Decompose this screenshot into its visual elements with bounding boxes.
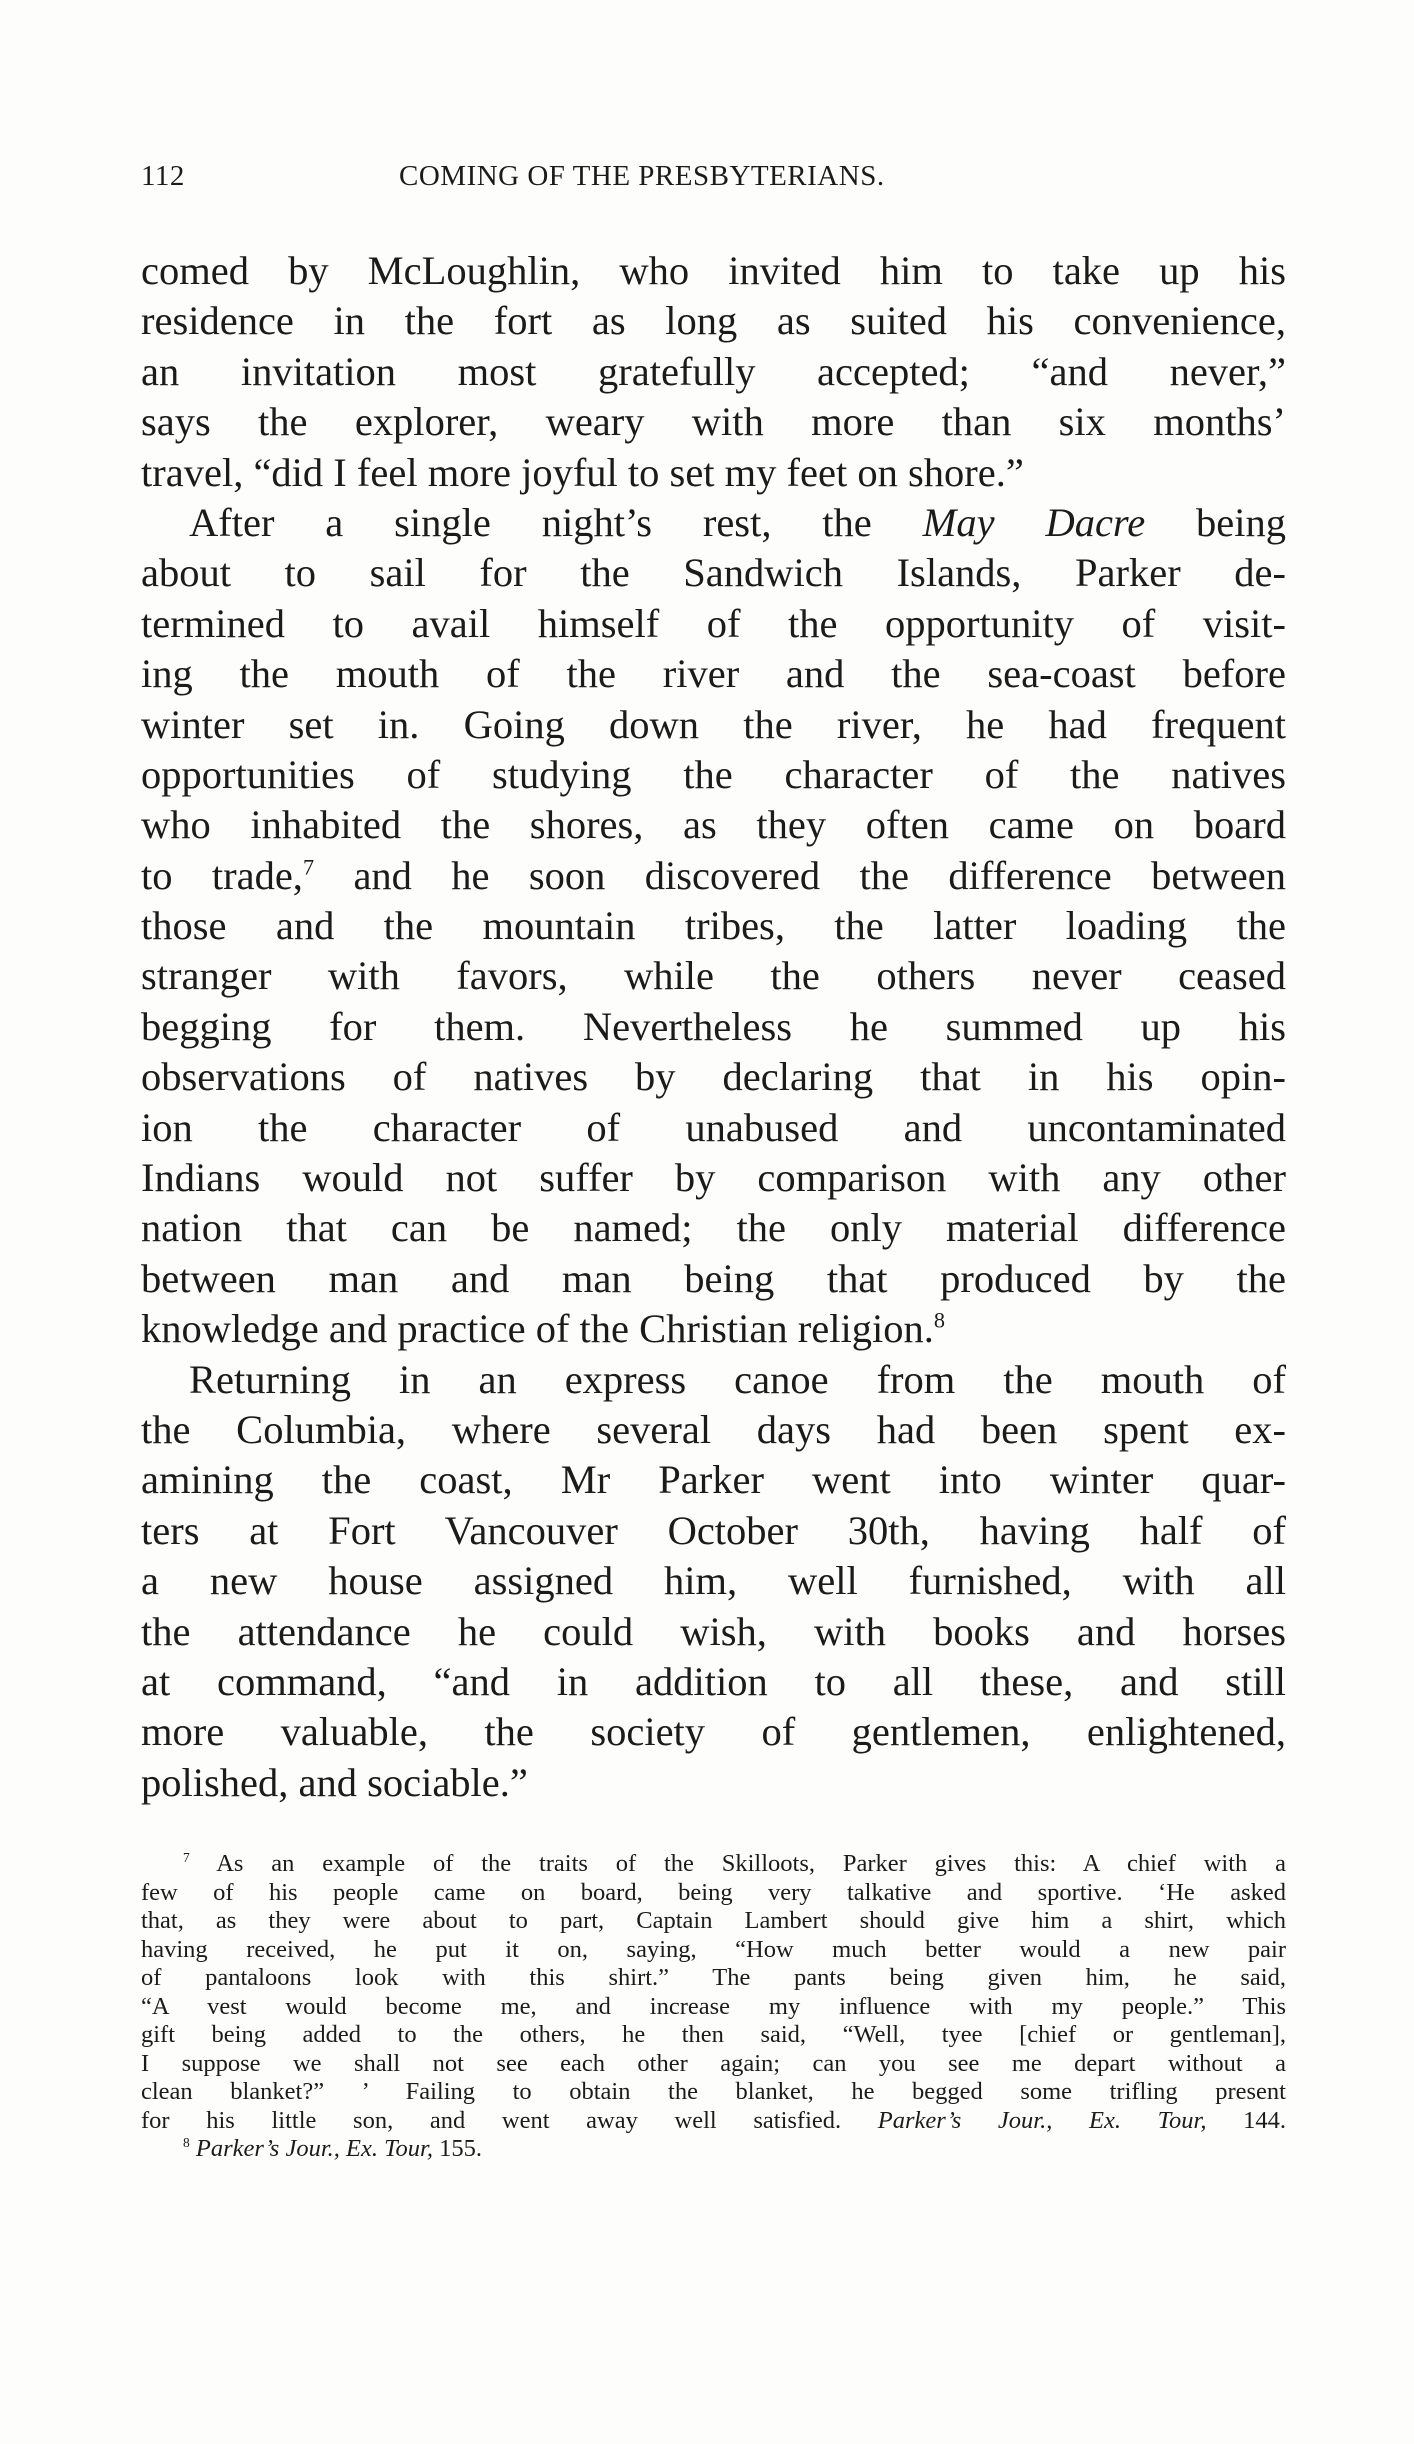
footnote-line: few of his people came on board, being very talkative and sportive. ‘He asked: [141, 1878, 1286, 1906]
footnote-citation: Parker’s Jour., Ex. Tour,: [877, 2106, 1207, 2134]
body-line-text: to trade,: [141, 852, 303, 898]
body-line: about to sail for the Sandwich Islands, Parker de-: [141, 550, 1286, 596]
ship-name: May Dacre: [922, 499, 1146, 545]
body-line: says the explorer, weary with more than six months’: [141, 399, 1286, 445]
body-line: who inhabited the shores, as they often came on board: [141, 802, 1286, 848]
footnote-line: clean blanket?” ’ Failing to obtain the blanket, he begged some trifling present: [141, 2078, 1286, 2105]
footnote-mark-7: 7: [183, 1849, 190, 1865]
body-line: termined to avail himself of the opportunity of visit-: [141, 600, 1286, 646]
body-line: polished, and sociable.”: [141, 1759, 528, 1805]
footnote-page: 155.: [439, 2135, 482, 2162]
body-line: stranger with favors, while the others never ceased: [141, 953, 1286, 999]
body-line-text: After a single night’s rest, the: [189, 499, 872, 545]
footnote-line: [141, 1850, 1286, 1879]
footnote-line: “A vest would become me, and increase my influence with my people.” This: [141, 1992, 1286, 2020]
footnote-ref-8: 8: [933, 1307, 946, 1333]
body-line: Returning in an express canoe from the mouth of: [189, 1356, 1286, 1402]
footnote-text: As an example of the traits of the Skilloots, Parker gives this: A chief with a: [216, 1850, 1286, 1877]
page-number: 112: [141, 160, 185, 192]
body-text: [141, 246, 1286, 1808]
body-line: comed by McLoughlin, who invited him to take up his: [141, 248, 1286, 293]
body-line: more valuable, the society of gentlemen, enlightened,: [141, 1709, 1286, 1755]
footnote-ref-7: 7: [302, 854, 315, 880]
footnote-text: for his little son, and went away well satisfied.: [141, 2106, 842, 2134]
body-line: an invitation most gratefully accepted; “and never,”: [141, 348, 1286, 394]
body-line: [141, 1304, 1286, 1354]
body-line: travel, “did I feel more joyful to set my feet on shore.”: [141, 449, 1024, 495]
body-line-text: being: [1196, 499, 1287, 545]
body-line-text: and he soon discovered the difference between: [353, 852, 1287, 898]
page-header: [141, 160, 1276, 200]
body-line: a new house assigned him, well furnished, with all: [141, 1558, 1286, 1604]
body-line: the Columbia, where several days had been spent ex-: [141, 1406, 1286, 1452]
body-line: at command, “and in addition to all these, and still: [141, 1658, 1286, 1704]
footnote-line: that, as they were about to part, Captain Lambert should give him a shirt, which: [141, 1907, 1286, 1934]
body-line: those and the mountain tribes, the latter loading the: [141, 903, 1286, 949]
body-line: observations of natives by declaring that in his opin-: [141, 1054, 1286, 1100]
footnote-line: of pantaloons look with this shirt.” The pants being given him, he said,: [141, 1964, 1286, 1991]
body-line: nation that can be named; the only material difference: [141, 1205, 1286, 1251]
body-line: amining the coast, Mr Parker went into winter quar-: [141, 1457, 1286, 1503]
body-line: between man and man being that produced by the: [141, 1255, 1286, 1301]
footnote-line: [141, 2107, 1286, 2136]
footnote-mark-8: 8: [183, 2134, 190, 2150]
footnote-page: 144.: [1243, 2106, 1286, 2134]
body-line: [141, 498, 1286, 548]
body-line-text: knowledge and practice of the Christian religion.: [141, 1306, 934, 1352]
running-head: COMING OF THE PRESBYTERIANS.: [399, 160, 885, 192]
body-line: begging for them. Nevertheless he summed up his: [141, 1003, 1286, 1049]
footnote-line: I suppose we shall not see each other again; can you see me depart without a: [141, 2049, 1286, 2077]
footnote-citation: Parker’s Jour., Ex. Tour,: [195, 2135, 433, 2162]
footnote-line: gift being added to the others, he then said, “Well, tyee [chief or gentleman],: [141, 2021, 1286, 2048]
body-line: ion the character of unabused and uncontaminated: [141, 1104, 1286, 1150]
body-line: [141, 851, 1286, 901]
footnote-line: [141, 2135, 1286, 2164]
body-line: opportunities of studying the character of the natives: [141, 751, 1286, 797]
footnotes: [141, 1850, 1286, 2164]
body-line: Indians would not suffer by comparison with any other: [141, 1155, 1286, 1201]
body-line: residence in the fort as long as suited his convenience,: [141, 298, 1286, 344]
body-line: winter set in. Going down the river, he had frequent: [141, 701, 1286, 747]
body-line: the attendance he could wish, with books and horses: [141, 1608, 1286, 1654]
body-line: ters at Fort Vancouver October 30th, having half of: [141, 1507, 1286, 1553]
body-line: ing the mouth of the river and the sea-coast before: [141, 651, 1286, 697]
footnote-line: having received, he put it on, saying, “How much better would a new pair: [141, 1935, 1286, 1963]
